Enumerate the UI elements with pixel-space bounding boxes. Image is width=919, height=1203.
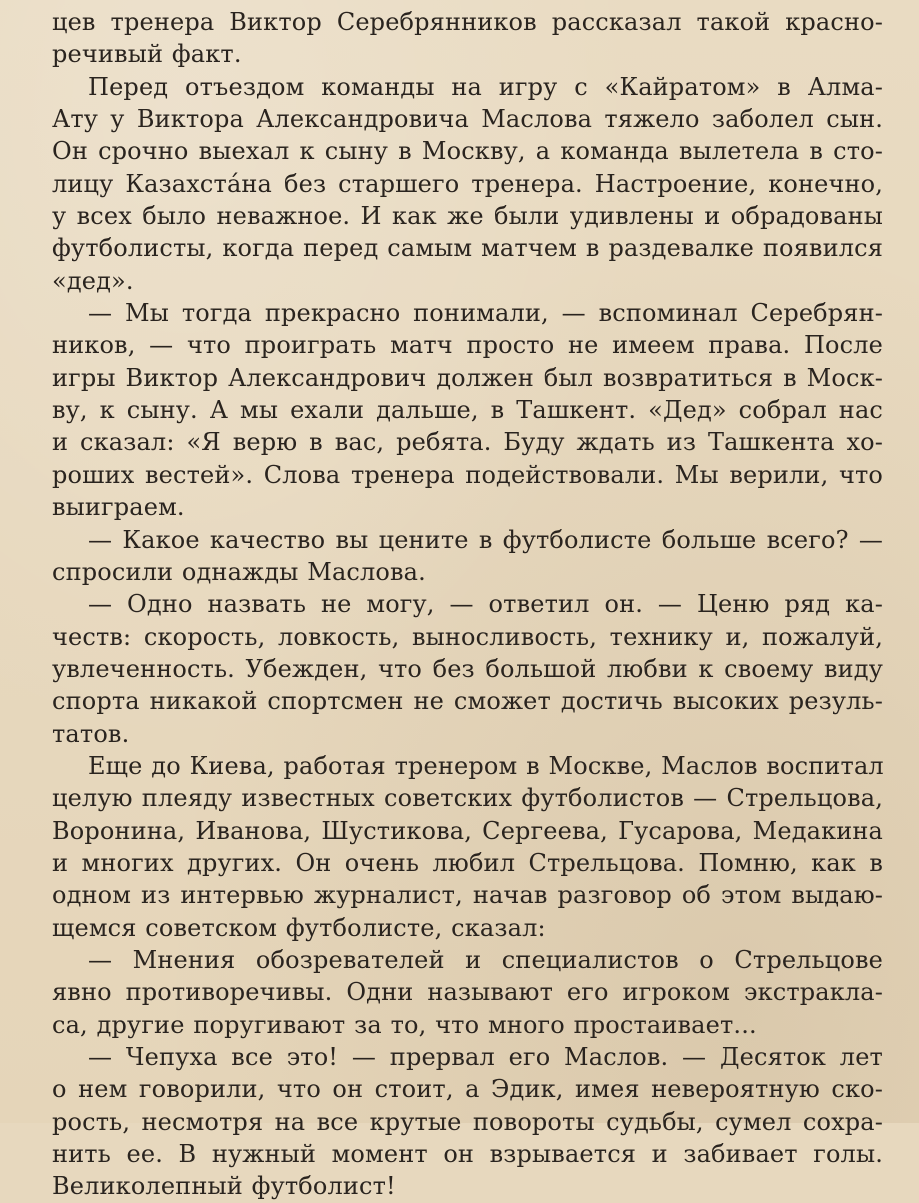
text-line: у всех было неважное. И как же были удивлены и обрадованы [52,202,883,231]
text-line: Воронина, Иванова, Шустикова, Сергеева, Гусарова, Медакина [52,816,883,845]
text-line: ников, — что проиграть матч просто не имеем права. После [52,331,883,360]
text-line: честв: скорость, ловкость, выносливость, технику и, пожалуй, [52,622,883,651]
text-line: речивый факт. [52,40,242,69]
text-line: и многих других. Он очень любил Стрельцова. Помню, как в [52,848,883,877]
text-line: ву, к сыну. А мы ехали дальше, в Ташкент. «Дед» собрал нас [52,396,883,425]
text-line: — Одно назвать не могу, — ответил он. — Ценю ряд ка- [88,590,883,619]
text-line: Ату у Виктора Александровича Маслова тяжело заболел сын. [52,105,883,134]
text-line: Великолепный футболист! [52,1172,396,1201]
text-line: целую плеяду известных советских футболистов — Стрельцова, [52,784,883,813]
text-line: нить ее. В нужный момент он взрывается и забивает голы. [52,1140,883,1169]
text-line: спорта никакой спортсмен не сможет достичь высоких резуль- [52,687,883,716]
text-line: цев тренера Виктор Серебрянников рассказал такой красно- [52,8,883,36]
text-line: и сказал: «Я верю в вас, ребята. Буду ждать из Ташкента хо- [52,428,883,457]
text-lines [52,6,883,1203]
text-line: — Какое качество вы цените в футболисте больше всего? — [88,525,883,554]
text-line: футболисты, когда перед самым матчем в раздевалке появился [52,234,883,263]
text-line: щемся советском футболисте, сказал: [52,913,546,942]
text-line: спросили однажды Маслова. [52,557,426,586]
text-line: Еще до Киева, работая тренером в Москве, Маслов воспитал [88,751,884,780]
text-line: — Чепуха все это! — прервал его Маслов. — Десяток лет [88,1043,883,1071]
text-line: одном из интервью журналист, начав разговор об этом выдаю- [52,881,883,910]
text-line: са, другие поругивают за то, что много простаивает... [52,1010,757,1039]
text-line: лицу Казахстáна без старшего тренера. Настроение, конечно, [52,169,883,198]
text-line: выиграем. [52,493,185,522]
text-line: «дед». [52,266,134,295]
text-line: — Мы тогда прекрасно понимали, — вспоминал Серебрян- [88,299,883,328]
text-line: татов. [52,719,130,748]
text-line: роших вестей». Слова тренера подействовали. Мы верили, что [52,460,883,489]
text-line: Перед отъездом команды на игру с «Кайратом» в Алма- [88,72,883,101]
text-line: увлеченность. Убежден, что без большой любви к своему виду [52,654,883,683]
text-line: явно противоречивы. Одни называют его игроком экстракла- [52,978,883,1007]
text-line: Он срочно выехал к сыну в Москву, а команда вылетела в сто- [52,137,883,166]
text-line: о нем говорили, что он стоит, а Эдик, имея невероятную ско- [52,1075,883,1104]
text-line: игры Виктор Александрович должен был возвратиться в Моск- [52,363,883,392]
text-line: — Мнения обозревателей и специалистов о Стрельцове [88,945,883,974]
text-line: рость, несмотря на все крутые повороты судьбы, сумел сохра- [52,1107,883,1136]
